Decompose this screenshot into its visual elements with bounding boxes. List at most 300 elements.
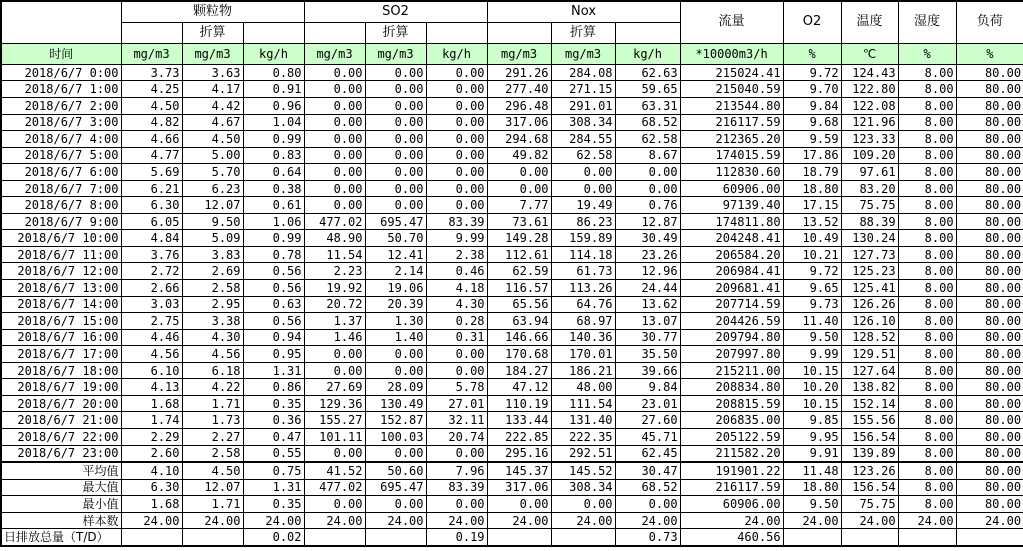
value-cell: 8.00 — [898, 213, 956, 230]
value-cell: 110.19 — [487, 395, 551, 412]
value-cell: 112.61 — [487, 246, 551, 263]
value-cell: 1.73 — [182, 412, 243, 429]
table-row — [1, 114, 1023, 131]
summary-value-cell: 1.68 — [121, 496, 182, 513]
summary-value-cell: 0.19 — [426, 529, 487, 546]
value-cell: 83.20 — [841, 180, 898, 197]
table-row — [1, 230, 1023, 247]
group-header-so2: SO2 — [304, 1, 487, 23]
value-cell: 2.66 — [121, 280, 182, 297]
summary-value-cell: 24.00 — [898, 512, 956, 529]
value-cell: 4.30 — [182, 329, 243, 346]
value-cell: 8.00 — [898, 313, 956, 330]
table-row — [1, 362, 1023, 379]
value-cell: 0.00 — [304, 197, 365, 214]
value-cell: 0.64 — [243, 164, 304, 181]
value-cell: 2.23 — [304, 263, 365, 280]
value-cell: 126.26 — [841, 296, 898, 313]
value-cell: 80.00 — [956, 346, 1023, 363]
value-cell: 4.22 — [182, 379, 243, 396]
value-cell: 27.60 — [615, 412, 680, 429]
value-cell: 4.17 — [182, 81, 243, 98]
value-cell: 1.71 — [182, 395, 243, 412]
value-cell: 0.00 — [365, 362, 426, 379]
value-cell: 23.01 — [615, 395, 680, 412]
summary-rows — [1, 463, 1023, 546]
value-cell: 208815.59 — [680, 395, 783, 412]
value-cell: 170.01 — [551, 346, 615, 363]
value-cell: 139.89 — [841, 445, 898, 462]
table-row — [1, 164, 1023, 181]
table-row — [1, 263, 1023, 280]
time-cell: 2018/6/7 8:00 — [1, 197, 121, 214]
value-cell: 207714.59 — [680, 296, 783, 313]
header-section — [1, 1, 1023, 64]
value-cell: 68.97 — [551, 313, 615, 330]
subheader-blank — [304, 23, 365, 44]
value-cell: 308.34 — [551, 114, 615, 131]
value-cell: 2.38 — [426, 246, 487, 263]
value-cell: 9.99 — [783, 346, 841, 363]
value-cell: 4.84 — [121, 230, 182, 247]
value-cell: 12.07 — [182, 197, 243, 214]
value-cell: 0.00 — [304, 362, 365, 379]
table-row — [1, 147, 1023, 164]
value-cell: 1.06 — [243, 213, 304, 230]
subheader-blank — [121, 23, 182, 44]
summary-value-cell: 477.02 — [304, 479, 365, 496]
value-cell: 12.96 — [615, 263, 680, 280]
value-cell: 0.76 — [615, 197, 680, 214]
summary-value-cell: 695.47 — [365, 479, 426, 496]
value-cell: 68.52 — [615, 114, 680, 131]
time-cell: 2018/6/7 14:00 — [1, 296, 121, 313]
value-cell: 0.56 — [243, 313, 304, 330]
value-cell: 23.26 — [615, 246, 680, 263]
value-cell: 60906.00 — [680, 180, 783, 197]
value-cell: 0.63 — [243, 296, 304, 313]
value-cell: 8.00 — [898, 280, 956, 297]
value-cell: 0.00 — [304, 147, 365, 164]
value-cell: 1.37 — [304, 313, 365, 330]
summary-value-cell: 308.34 — [551, 479, 615, 496]
value-cell: 130.49 — [365, 395, 426, 412]
value-cell: 0.00 — [365, 147, 426, 164]
value-cell: 123.33 — [841, 131, 898, 148]
value-cell: 4.42 — [182, 98, 243, 115]
value-cell: 206835.00 — [680, 412, 783, 429]
value-cell: 13.62 — [615, 296, 680, 313]
value-cell: 0.91 — [243, 81, 304, 98]
summary-value-cell: 0.00 — [615, 496, 680, 513]
summary-value-cell: 8.00 — [898, 463, 956, 480]
value-cell: 0.78 — [243, 246, 304, 263]
value-cell: 19.49 — [551, 197, 615, 214]
summary-value-cell — [551, 529, 615, 546]
value-cell: 0.00 — [304, 114, 365, 131]
summary-value-cell: 8.00 — [898, 496, 956, 513]
summary-value-cell: 83.39 — [426, 479, 487, 496]
value-cell: 0.36 — [243, 412, 304, 429]
time-cell: 2018/6/7 9:00 — [1, 213, 121, 230]
value-cell: 109.20 — [841, 147, 898, 164]
summary-value-cell: 24.00 — [680, 512, 783, 529]
time-cell: 2018/6/7 19:00 — [1, 379, 121, 396]
value-cell: 1.04 — [243, 114, 304, 131]
value-cell: 8.00 — [898, 98, 956, 115]
value-cell: 3.83 — [182, 246, 243, 263]
table-row — [1, 346, 1023, 363]
value-cell: 86.23 — [551, 213, 615, 230]
value-cell: 0.00 — [365, 197, 426, 214]
value-cell: 97139.40 — [680, 197, 783, 214]
group-header-particulate: 颗粒物 — [121, 1, 304, 23]
value-cell: 138.82 — [841, 379, 898, 396]
value-cell: 17.15 — [783, 197, 841, 214]
time-cell: 2018/6/7 10:00 — [1, 230, 121, 247]
summary-value-cell: 80.00 — [956, 479, 1023, 496]
value-cell: 0.00 — [487, 164, 551, 181]
value-cell: 6.30 — [121, 197, 182, 214]
value-cell: 1.46 — [304, 329, 365, 346]
summary-value-cell: 7.96 — [426, 463, 487, 480]
subheader-blank — [615, 23, 680, 44]
summary-value-cell: 24.00 — [304, 512, 365, 529]
table-row — [1, 213, 1023, 230]
subheader-nox-converted: 折算 — [551, 23, 615, 44]
value-cell: 28.09 — [365, 379, 426, 396]
table-row — [1, 180, 1023, 197]
value-cell: 296.48 — [487, 98, 551, 115]
value-cell: 0.99 — [243, 131, 304, 148]
value-cell: 80.00 — [956, 280, 1023, 297]
value-cell: 80.00 — [956, 164, 1023, 181]
time-cell: 2018/6/7 6:00 — [1, 164, 121, 181]
value-cell: 4.30 — [426, 296, 487, 313]
value-cell: 80.00 — [956, 180, 1023, 197]
value-cell: 211582.20 — [680, 445, 783, 462]
value-cell: 8.00 — [898, 329, 956, 346]
value-cell: 212365.20 — [680, 131, 783, 148]
value-cell: 19.92 — [304, 280, 365, 297]
value-cell: 3.03 — [121, 296, 182, 313]
time-header: 时间 — [1, 43, 121, 64]
value-cell: 206584.20 — [680, 246, 783, 263]
value-cell: 80.00 — [956, 114, 1023, 131]
summary-value-cell: 75.75 — [841, 496, 898, 513]
value-cell: 0.96 — [243, 98, 304, 115]
value-cell: 80.00 — [956, 147, 1023, 164]
value-cell: 62.59 — [487, 263, 551, 280]
table-row — [1, 131, 1023, 148]
value-cell: 4.25 — [121, 81, 182, 98]
value-cell: 4.50 — [182, 131, 243, 148]
table-row — [1, 296, 1023, 313]
value-cell: 0.00 — [551, 180, 615, 197]
value-cell: 4.82 — [121, 114, 182, 131]
time-cell: 2018/6/7 11:00 — [1, 246, 121, 263]
value-cell: 3.76 — [121, 246, 182, 263]
value-cell: 112830.60 — [680, 164, 783, 181]
header-temperature: 温度 — [841, 1, 898, 43]
value-cell: 64.76 — [551, 296, 615, 313]
value-cell: 222.35 — [551, 428, 615, 445]
value-cell: 121.96 — [841, 114, 898, 131]
value-cell: 5.69 — [121, 164, 182, 181]
value-cell: 0.00 — [426, 98, 487, 115]
summary-label: 样本数 — [1, 512, 121, 529]
table-row — [1, 246, 1023, 263]
value-cell: 20.39 — [365, 296, 426, 313]
subheader-blank — [243, 23, 304, 44]
value-cell: 0.00 — [365, 180, 426, 197]
value-cell: 12.41 — [365, 246, 426, 263]
value-cell: 295.16 — [487, 445, 551, 462]
summary-value-cell: 68.52 — [615, 479, 680, 496]
table-row — [1, 428, 1023, 445]
value-cell: 11.40 — [783, 313, 841, 330]
value-cell: 216117.59 — [680, 114, 783, 131]
value-cell: 204248.41 — [680, 230, 783, 247]
value-cell: 80.00 — [956, 246, 1023, 263]
time-cell: 2018/6/7 15:00 — [1, 313, 121, 330]
value-cell: 62.45 — [615, 445, 680, 462]
value-cell: 8.00 — [898, 428, 956, 445]
value-cell: 174811.80 — [680, 213, 783, 230]
value-cell: 80.00 — [956, 412, 1023, 429]
value-cell: 100.03 — [365, 428, 426, 445]
value-cell: 0.00 — [426, 81, 487, 98]
summary-value-cell: 156.54 — [841, 479, 898, 496]
value-cell: 2.69 — [182, 263, 243, 280]
value-cell: 271.15 — [551, 81, 615, 98]
value-cell: 0.80 — [243, 64, 304, 81]
time-cell: 2018/6/7 20:00 — [1, 395, 121, 412]
value-cell: 88.39 — [841, 213, 898, 230]
table-row — [1, 98, 1023, 115]
summary-value-cell: 4.50 — [182, 463, 243, 480]
value-cell: 65.56 — [487, 296, 551, 313]
summary-value-cell — [182, 529, 243, 546]
unit-cell: mg/m3 — [182, 43, 243, 64]
summary-value-cell: 0.00 — [304, 496, 365, 513]
value-cell: 97.61 — [841, 164, 898, 181]
value-cell: 35.50 — [615, 346, 680, 363]
value-cell: 125.41 — [841, 280, 898, 297]
summary-value-cell: 24.00 — [121, 512, 182, 529]
value-cell: 20.74 — [426, 428, 487, 445]
summary-value-cell — [956, 529, 1023, 546]
value-cell: 0.00 — [304, 180, 365, 197]
value-cell: 111.54 — [551, 395, 615, 412]
summary-label: 最小值 — [1, 496, 121, 513]
value-cell: 184.27 — [487, 362, 551, 379]
value-cell: 8.00 — [898, 346, 956, 363]
value-cell: 2.95 — [182, 296, 243, 313]
time-cell: 2018/6/7 0:00 — [1, 64, 121, 81]
time-cell: 2018/6/7 23:00 — [1, 445, 121, 462]
summary-row — [1, 496, 1023, 513]
summary-value-cell: 24.00 — [182, 512, 243, 529]
value-cell: 80.00 — [956, 313, 1023, 330]
value-cell: 133.44 — [487, 412, 551, 429]
value-cell: 17.86 — [783, 147, 841, 164]
unit-cell: % — [956, 43, 1023, 64]
value-cell: 207997.80 — [680, 346, 783, 363]
value-cell: 80.00 — [956, 98, 1023, 115]
value-cell: 27.69 — [304, 379, 365, 396]
summary-label: 最大值 — [1, 479, 121, 496]
value-cell: 0.31 — [426, 329, 487, 346]
value-cell: 0.46 — [426, 263, 487, 280]
time-cell: 2018/6/7 5:00 — [1, 147, 121, 164]
value-cell: 63.31 — [615, 98, 680, 115]
value-cell: 0.00 — [304, 98, 365, 115]
value-cell: 0.55 — [243, 445, 304, 462]
value-cell: 128.52 — [841, 329, 898, 346]
summary-row — [1, 479, 1023, 496]
summary-value-cell — [783, 529, 841, 546]
value-cell: 32.11 — [426, 412, 487, 429]
value-cell: 0.83 — [243, 147, 304, 164]
summary-value-cell: 24.00 — [615, 512, 680, 529]
value-cell: 8.00 — [898, 395, 956, 412]
time-cell: 2018/6/7 16:00 — [1, 329, 121, 346]
value-cell: 0.00 — [426, 147, 487, 164]
value-cell: 9.72 — [783, 64, 841, 81]
value-cell: 0.00 — [304, 164, 365, 181]
table-row — [1, 313, 1023, 330]
value-cell: 9.95 — [783, 428, 841, 445]
value-cell: 48.90 — [304, 230, 365, 247]
value-cell: 0.94 — [243, 329, 304, 346]
subheader-so2-converted: 折算 — [365, 23, 426, 44]
value-cell: 0.61 — [243, 197, 304, 214]
value-cell: 152.87 — [365, 412, 426, 429]
value-cell: 0.95 — [243, 346, 304, 363]
unit-cell: kg/h — [615, 43, 680, 64]
value-cell: 80.00 — [956, 230, 1023, 247]
summary-value-cell: 4.10 — [121, 463, 182, 480]
value-cell: 277.40 — [487, 81, 551, 98]
summary-value-cell — [898, 529, 956, 546]
summary-value-cell — [365, 529, 426, 546]
value-cell: 19.06 — [365, 280, 426, 297]
value-cell: 80.00 — [956, 263, 1023, 280]
value-cell: 6.18 — [182, 362, 243, 379]
value-cell: 127.64 — [841, 362, 898, 379]
unit-cell: mg/m3 — [551, 43, 615, 64]
value-cell: 0.00 — [426, 114, 487, 131]
time-cell: 2018/6/7 2:00 — [1, 98, 121, 115]
value-cell: 2.58 — [182, 445, 243, 462]
value-cell: 8.00 — [898, 147, 956, 164]
time-header-spacer — [1, 1, 121, 43]
summary-value-cell: 80.00 — [956, 463, 1023, 480]
value-cell: 284.08 — [551, 64, 615, 81]
value-cell: 80.00 — [956, 362, 1023, 379]
value-cell: 317.06 — [487, 114, 551, 131]
group-header-row — [1, 1, 1023, 23]
value-cell: 140.36 — [551, 329, 615, 346]
time-cell: 2018/6/7 3:00 — [1, 114, 121, 131]
value-cell: 222.85 — [487, 428, 551, 445]
value-cell: 9.68 — [783, 114, 841, 131]
summary-value-cell: 191901.22 — [680, 463, 783, 480]
time-cell: 2018/6/7 12:00 — [1, 263, 121, 280]
value-cell: 61.73 — [551, 263, 615, 280]
value-cell: 2.60 — [121, 445, 182, 462]
value-cell: 0.00 — [365, 164, 426, 181]
value-cell: 5.70 — [182, 164, 243, 181]
value-cell: 80.00 — [956, 329, 1023, 346]
summary-value-cell: 145.52 — [551, 463, 615, 480]
value-cell: 0.00 — [304, 81, 365, 98]
table-row — [1, 329, 1023, 346]
value-cell: 0.28 — [426, 313, 487, 330]
value-cell: 2.75 — [121, 313, 182, 330]
value-cell: 0.00 — [426, 346, 487, 363]
value-cell: 101.11 — [304, 428, 365, 445]
summary-value-cell: 1.31 — [243, 479, 304, 496]
value-cell: 4.13 — [121, 379, 182, 396]
summary-value-cell: 12.07 — [182, 479, 243, 496]
value-cell: 8.67 — [615, 147, 680, 164]
value-cell: 186.21 — [551, 362, 615, 379]
value-cell: 116.57 — [487, 280, 551, 297]
value-cell: 8.00 — [898, 164, 956, 181]
value-cell: 0.00 — [365, 64, 426, 81]
value-cell: 0.00 — [365, 98, 426, 115]
value-cell: 0.00 — [365, 346, 426, 363]
summary-value-cell: 0.00 — [551, 496, 615, 513]
value-cell: 0.56 — [243, 263, 304, 280]
value-cell: 0.35 — [243, 395, 304, 412]
value-cell: 39.66 — [615, 362, 680, 379]
value-cell: 209681.41 — [680, 280, 783, 297]
value-cell: 291.26 — [487, 64, 551, 81]
value-cell: 155.56 — [841, 412, 898, 429]
summary-value-cell: 123.26 — [841, 463, 898, 480]
value-cell: 4.56 — [182, 346, 243, 363]
value-cell: 80.00 — [956, 395, 1023, 412]
time-cell: 2018/6/7 17:00 — [1, 346, 121, 363]
value-cell: 284.55 — [551, 131, 615, 148]
value-cell: 5.00 — [182, 147, 243, 164]
value-cell: 9.84 — [783, 98, 841, 115]
value-cell: 0.99 — [243, 230, 304, 247]
summary-value-cell: 24.00 — [426, 512, 487, 529]
summary-value-cell: 0.00 — [487, 496, 551, 513]
value-cell: 9.91 — [783, 445, 841, 462]
value-cell: 9.50 — [182, 213, 243, 230]
value-cell: 0.00 — [426, 445, 487, 462]
summary-value-cell: 18.80 — [783, 479, 841, 496]
value-cell: 9.85 — [783, 412, 841, 429]
summary-label: 平均值 — [1, 463, 121, 480]
value-cell: 213544.80 — [680, 98, 783, 115]
table-row — [1, 412, 1023, 429]
unit-cell: ℃ — [841, 43, 898, 64]
value-cell: 8.00 — [898, 246, 956, 263]
value-cell: 62.63 — [615, 64, 680, 81]
header-load: 负荷 — [956, 1, 1023, 43]
summary-value-cell: 0.02 — [243, 529, 304, 546]
data-rows — [1, 64, 1023, 461]
time-cell: 2018/6/7 7:00 — [1, 180, 121, 197]
value-cell: 0.00 — [426, 131, 487, 148]
value-cell: 3.63 — [182, 64, 243, 81]
